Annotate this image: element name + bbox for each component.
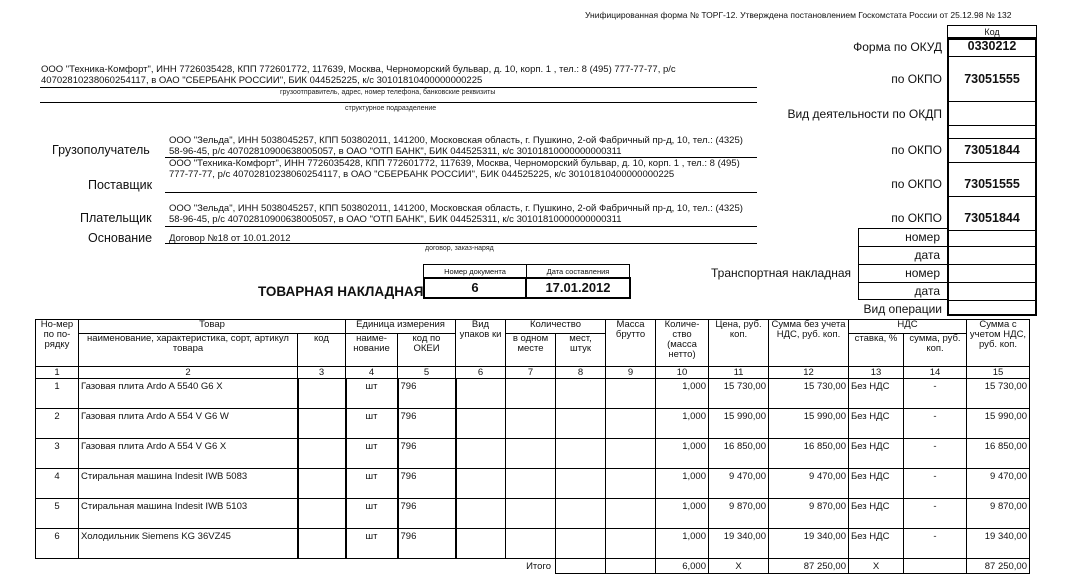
unit-okei: 796	[398, 499, 456, 529]
pack-type	[456, 409, 506, 439]
payer-label: Плательщик	[80, 211, 152, 225]
pack-type	[456, 529, 506, 559]
basis-date-label: дата	[914, 248, 940, 262]
supplier-okpo-label: по ОКПО	[891, 177, 942, 191]
qty-one-place	[506, 379, 556, 409]
col-number: 9	[606, 367, 656, 379]
doc-title: ТОВАРНАЯ НАКЛАДНАЯ	[258, 284, 424, 299]
price: 16 850,00	[709, 439, 769, 469]
total-rate: Х	[849, 559, 904, 574]
total-sum: 87 250,00	[769, 559, 849, 574]
price: 15 990,00	[709, 409, 769, 439]
table-row	[36, 469, 1030, 499]
net-qty: 1,000	[656, 499, 709, 529]
col-number: 13	[849, 367, 904, 379]
unit-name: шт	[346, 469, 398, 499]
pack-type	[456, 439, 506, 469]
vat-sum: -	[904, 439, 967, 469]
item-name: Стиральная машина Indesit IWB 5103	[79, 499, 298, 529]
col-number: 5	[398, 367, 456, 379]
h-pack: Вид упаков ки	[456, 320, 506, 367]
vat-sum: -	[904, 529, 967, 559]
unit-name: шт	[346, 409, 398, 439]
net-qty: 1,000	[656, 439, 709, 469]
h-goods: Товар	[79, 320, 346, 334]
vat-rate: Без НДС	[849, 499, 904, 529]
item-code	[298, 379, 346, 409]
row-number: 6	[36, 529, 79, 559]
consignee-label: Грузополучатель	[52, 143, 150, 157]
gross-mass	[606, 499, 656, 529]
gross-mass	[606, 379, 656, 409]
unit-okei: 796	[398, 409, 456, 439]
qty-places	[556, 439, 606, 469]
transport-date-label: дата	[914, 284, 940, 298]
col-number: 3	[298, 367, 346, 379]
h-gross: Масса брутто	[606, 320, 656, 367]
doc-number: 6	[423, 277, 527, 299]
gross-mass	[606, 529, 656, 559]
h-sum-novat: Сумма без учета НДС, руб. коп.	[769, 320, 849, 367]
sum-with-vat: 15 990,00	[967, 409, 1030, 439]
table-row	[36, 409, 1030, 439]
h-net: Количе-ство (масса нетто)	[656, 320, 709, 367]
unit-name: шт	[346, 379, 398, 409]
row-number: 1	[36, 379, 79, 409]
col-number: 8	[556, 367, 606, 379]
item-name: Газовая плита Ardo A 554 V G6 W	[79, 409, 298, 439]
consignee-text: ООО "Зельда", ИНН 5038045257, КПП 503802011, 141200, Московская область, г. Пушкино, 2-ой Фабричный пр-д, 10, тел.: (4325) 58-96-45, р/с 40702810900638005057, в ОАО "ОТП БАНК", БИК 044525311, к/с 30101810000000000311	[169, 135, 743, 157]
col-number: 15	[967, 367, 1030, 379]
consignee-okpo-label: по ОКПО	[891, 143, 942, 157]
h-vat-rate: ставка, %	[849, 334, 904, 367]
col-number: 10	[656, 367, 709, 379]
col-number: 1	[36, 367, 79, 379]
shipper-okpo-label: по ОКПО	[891, 72, 942, 86]
basis-number-label: номер	[905, 230, 940, 244]
codes-title: Код	[947, 25, 1037, 38]
sum-no-vat: 9 870,00	[769, 499, 849, 529]
okdp-label: Вид деятельности по ОКДП	[787, 107, 942, 121]
sum-with-vat: 9 470,00	[967, 469, 1030, 499]
sum-no-vat: 9 470,00	[769, 469, 849, 499]
item-code	[298, 439, 346, 469]
table-row	[36, 439, 1030, 469]
h-unit: Единица измерения	[346, 320, 456, 334]
h-qty: Количество	[506, 320, 606, 334]
transport-number-label: номер	[905, 266, 940, 280]
item-name: Холодильник Siemens KG 36VZ45	[79, 529, 298, 559]
vat-sum: -	[904, 379, 967, 409]
vat-sum: -	[904, 409, 967, 439]
unit-name: шт	[346, 439, 398, 469]
supplier-label: Поставщик	[88, 178, 153, 192]
basis-caption: договор, заказ-наряд	[425, 245, 494, 252]
shipper-caption: грузоотправитель, адрес, номер телефона, банковские реквизиты	[280, 89, 496, 96]
row-number: 4	[36, 469, 79, 499]
basis-text: Договор №18 от 10.01.2012	[169, 233, 291, 244]
vat-rate: Без НДС	[849, 529, 904, 559]
row-number: 2	[36, 409, 79, 439]
h-unit-okei: код по ОКЕИ	[398, 334, 456, 367]
total-price: Х	[709, 559, 769, 574]
net-qty: 1,000	[656, 379, 709, 409]
h-price: Цена, руб. коп.	[709, 320, 769, 367]
table-row	[36, 379, 1030, 409]
shipper-okpo: 73051555	[964, 72, 1020, 86]
items-table	[35, 319, 1030, 574]
sum-no-vat: 15 730,00	[769, 379, 849, 409]
supplier-okpo: 73051555	[964, 177, 1020, 191]
col-number: 12	[769, 367, 849, 379]
sum-with-vat: 9 870,00	[967, 499, 1030, 529]
unit-okei: 796	[398, 529, 456, 559]
total-qty: 6,000	[656, 559, 709, 574]
price: 19 340,00	[709, 529, 769, 559]
qty-one-place	[506, 439, 556, 469]
h-qty-places: мест, штук	[556, 334, 606, 367]
operation-label: Вид операции	[863, 302, 942, 316]
qty-places	[556, 469, 606, 499]
form-header: Унифицированная форма № ТОРГ-12. Утверждена постановлением Госкомстата России от 25.12.98 № 132	[585, 10, 1012, 20]
qty-places	[556, 379, 606, 409]
table-row	[36, 529, 1030, 559]
col-number: 4	[346, 367, 398, 379]
okud-code: 0330212	[967, 39, 1017, 53]
vat-rate: Без НДС	[849, 409, 904, 439]
division-caption: структурное подразделение	[345, 105, 437, 112]
h-goods-code: код	[298, 334, 346, 367]
row-number: 5	[36, 499, 79, 529]
item-code	[298, 409, 346, 439]
sum-no-vat: 16 850,00	[769, 439, 849, 469]
price: 9 470,00	[709, 469, 769, 499]
payer-text: ООО "Зельда", ИНН 5038045257, КПП 503802011, 141200, Московская область, г. Пушкино, 2-ой Фабричный пр-д, 10, тел.: (4325) 58-96-45, р/с 40702810900638005057, в ОАО "ОТП БАНК", БИК 044525311, к/с 30101810000000000311	[169, 203, 743, 225]
net-qty: 1,000	[656, 529, 709, 559]
h-qty-one: в одном месте	[506, 334, 556, 367]
doc-date-label: Дата составления	[526, 264, 630, 278]
h-num: Но-мер по по-рядку	[36, 320, 79, 367]
item-name: Стиральная машина Indesit IWB 5083	[79, 469, 298, 499]
consignee-okpo: 73051844	[964, 143, 1020, 157]
item-code	[298, 499, 346, 529]
qty-one-place	[506, 469, 556, 499]
net-qty: 1,000	[656, 469, 709, 499]
payer-okpo-label: по ОКПО	[891, 211, 942, 225]
pack-type	[456, 469, 506, 499]
unit-name: шт	[346, 529, 398, 559]
vat-sum: -	[904, 469, 967, 499]
basis-label: Основание	[88, 231, 153, 245]
total-total: 87 250,00	[967, 559, 1030, 574]
col-number: 11	[709, 367, 769, 379]
vat-rate: Без НДС	[849, 379, 904, 409]
doc-number-label: Номер документа	[423, 264, 527, 278]
doc-date: 17.01.2012	[525, 277, 631, 299]
unit-okei: 796	[398, 379, 456, 409]
qty-one-place	[506, 529, 556, 559]
qty-places	[556, 409, 606, 439]
col-number: 14	[904, 367, 967, 379]
qty-places	[556, 529, 606, 559]
item-name: Газовая плита Ardo A 5540 G6 X	[79, 379, 298, 409]
okud-label: Форма по ОКУД	[853, 40, 942, 54]
price: 15 730,00	[709, 379, 769, 409]
h-vat: НДС	[849, 320, 967, 334]
qty-places	[556, 499, 606, 529]
qty-one-place	[506, 409, 556, 439]
vat-sum: -	[904, 499, 967, 529]
col-number: 7	[506, 367, 556, 379]
table-row	[36, 499, 1030, 529]
row-number: 3	[36, 439, 79, 469]
h-unit-name: наиме-нование	[346, 334, 398, 367]
price: 9 870,00	[709, 499, 769, 529]
vat-rate: Без НДС	[849, 439, 904, 469]
sum-with-vat: 19 340,00	[967, 529, 1030, 559]
payer-okpo: 73051844	[964, 211, 1020, 225]
item-name: Газовая плита Ardo A 554 V G6 X	[79, 439, 298, 469]
pack-type	[456, 379, 506, 409]
gross-mass	[606, 409, 656, 439]
sum-no-vat: 19 340,00	[769, 529, 849, 559]
h-goods-name: наименование, характеристика, сорт, артикул товара	[79, 334, 298, 367]
gross-mass	[606, 469, 656, 499]
vat-rate: Без НДС	[849, 469, 904, 499]
col-number: 2	[79, 367, 298, 379]
unit-okei: 796	[398, 439, 456, 469]
sum-no-vat: 15 990,00	[769, 409, 849, 439]
unit-okei: 796	[398, 469, 456, 499]
total-label: Итого	[526, 560, 551, 572]
h-sum-vat: Сумма с учетом НДС, руб. коп.	[967, 320, 1030, 367]
net-qty: 1,000	[656, 409, 709, 439]
item-code	[298, 469, 346, 499]
gross-mass	[606, 439, 656, 469]
qty-one-place	[506, 499, 556, 529]
h-vat-sum: сумма, руб. коп.	[904, 334, 967, 367]
pack-type	[456, 499, 506, 529]
item-code	[298, 529, 346, 559]
supplier-text: ООО "Техника-Комфорт", ИНН 7726035428, КПП 772601772, 117639, Москва, Черноморский бульвар, д. 10, корп. 1 , тел.: 8 (495) 777-77-77, р/с 40702810238060254117, в ОАО "СБЕРБАНК РОССИИ", БИК 044525225, к/с 30101810400000000225	[169, 158, 740, 180]
col-number: 6	[456, 367, 506, 379]
transport-label: Транспортная накладная	[710, 266, 851, 280]
sum-with-vat: 16 850,00	[967, 439, 1030, 469]
sum-with-vat: 15 730,00	[967, 379, 1030, 409]
shipper-text: ООО "Техника-Комфорт", ИНН 7726035428, КПП 772601772, 117639, Москва, Черноморский бульвар, д. 10, корп. 1 , тел.: 8 (495) 777-77-77, р/с 40702810238060254117, в ОАО "СБЕРБАНК РОССИИ", БИК 044525225, к/с 30101810400000000225	[41, 64, 676, 86]
unit-name: шт	[346, 499, 398, 529]
